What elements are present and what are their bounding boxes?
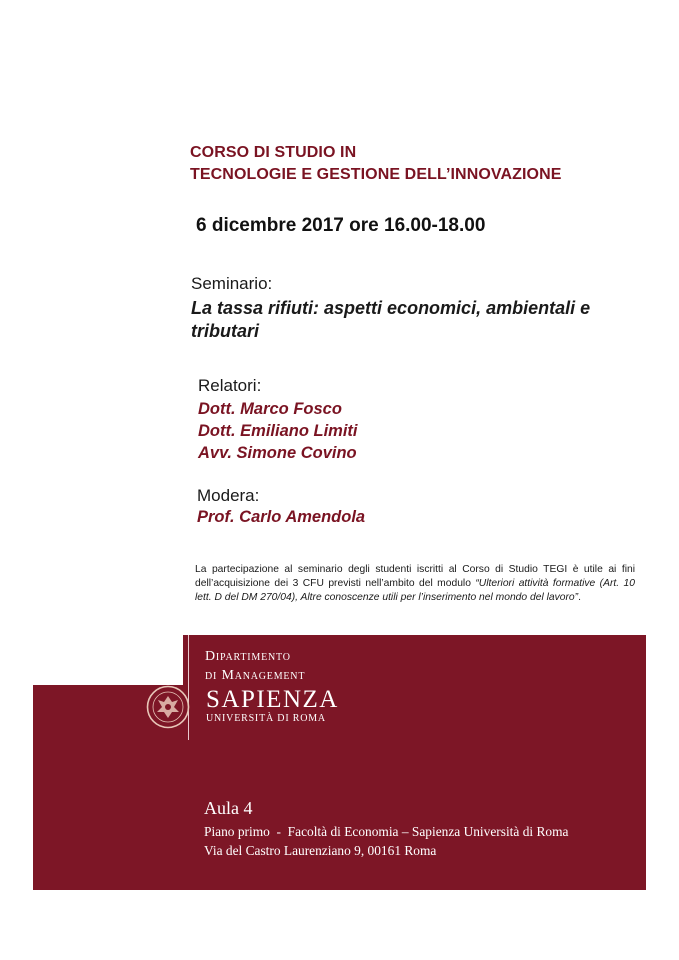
address-line-1: Piano primo - Facoltà di Economia – Sapienza Università di Roma bbox=[204, 824, 569, 839]
course-line-1: CORSO DI STUDIO IN bbox=[190, 144, 357, 161]
moderator-name: Prof. Carlo Amendola bbox=[197, 508, 366, 526]
note-end: . bbox=[578, 592, 581, 603]
brand-subtitle: UNIVERSITÀ DI ROMA bbox=[206, 713, 326, 724]
university-seal-icon bbox=[146, 685, 190, 729]
course-heading bbox=[190, 142, 562, 186]
panel-notch bbox=[33, 635, 183, 685]
department-line-2: di Management bbox=[205, 668, 306, 683]
moderator-label: Modera: bbox=[197, 486, 260, 505]
note-italic: “Ulteriori attività formative (Art. 10 lett. D del DM 270/04), Altre conoscenze utili per l’inserimento nel mondo del lavoro” bbox=[195, 578, 635, 603]
speakers-list bbox=[198, 398, 358, 464]
address-line-2: Via del Castro Laurenziano 9, 00161 Roma bbox=[204, 843, 437, 858]
seminar-label: Seminario: bbox=[191, 274, 273, 293]
course-line-2: TECNOLOGIE E GESTIONE DELL’INNOVAZIONE bbox=[190, 166, 562, 183]
speakers-label: Relatori: bbox=[198, 376, 262, 395]
speaker-name: Dott. Marco Fosco bbox=[198, 400, 342, 418]
speaker-name: Avv. Simone Covino bbox=[198, 444, 357, 462]
event-date: 6 dicembre 2017 ore 16.00-18.00 bbox=[196, 215, 486, 236]
speaker-name: Dott. Emiliano Limiti bbox=[198, 422, 358, 440]
credits-note bbox=[195, 563, 635, 605]
university-logo bbox=[206, 688, 339, 724]
brand-name: SAPIENZA bbox=[206, 686, 339, 713]
note-text: La partecipazione al seminario degli studenti iscritti al Corso di Studio TEGI è utile ai fini dell’acquisizione dei 3 CFU previsti nell’ambito del modulo bbox=[195, 564, 635, 589]
department-name bbox=[205, 647, 305, 685]
address bbox=[204, 822, 568, 860]
seminar-title: La tassa rifiuti: aspetti economici, ambientali e tributari bbox=[191, 298, 591, 341]
department-line-1: Dipartimento bbox=[205, 649, 291, 664]
room-name: Aula 4 bbox=[204, 798, 253, 818]
